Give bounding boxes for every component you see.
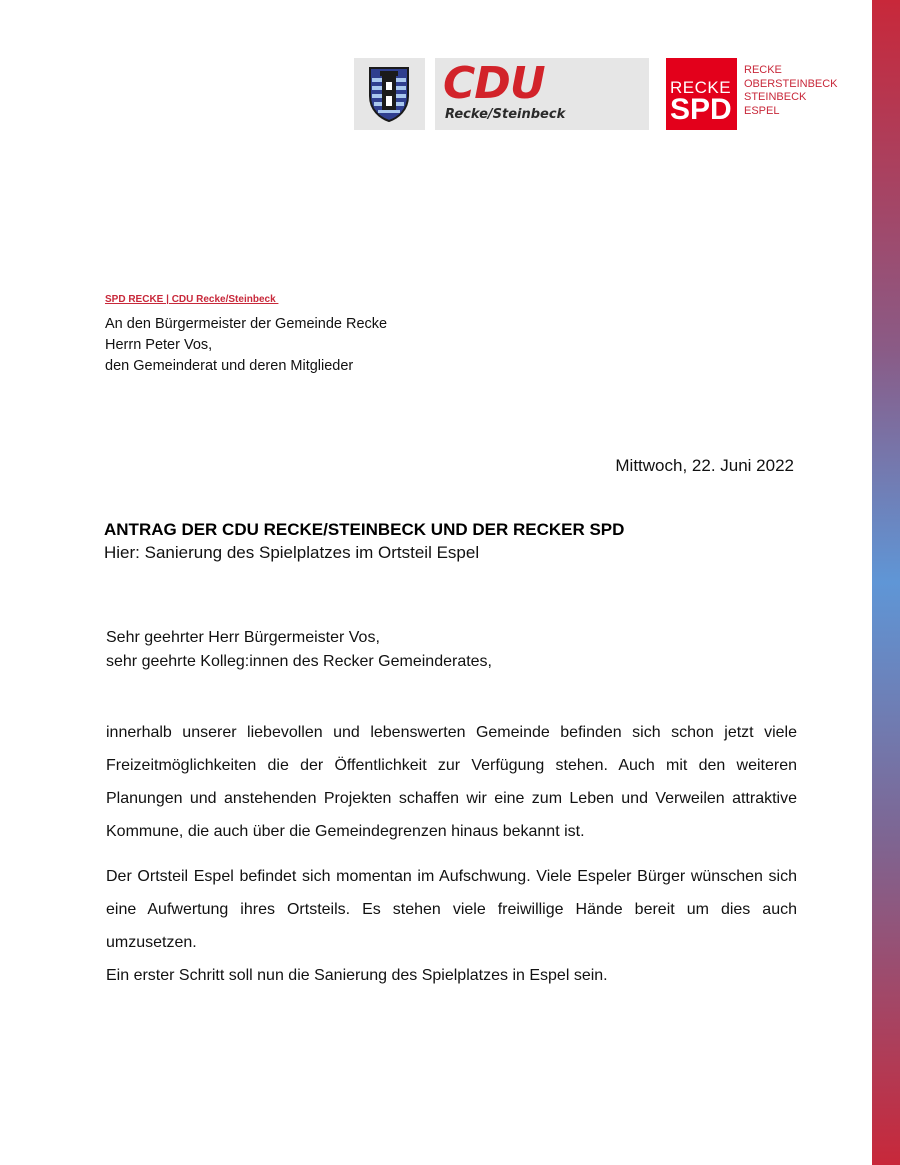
body-paragraph: Der Ortsteil Espel befindet sich momentan im Aufschwung. Viele Espeler Bürger wünschen sich eine Aufwertung ihres Ortsteils. Es stehen viele freiwillige Hände bereit um dies auch umzusetzen. bbox=[106, 868, 797, 951]
spd-wordmark: SPD bbox=[670, 93, 732, 126]
recipient-line: An den Bürgermeister der Gemeinde Recke bbox=[105, 316, 388, 332]
decorative-side-gradient-bar bbox=[872, 0, 900, 1165]
recipient-line: den Gemeinderat und deren Mitglieder bbox=[105, 358, 354, 374]
spd-logo-recke: RECKE bbox=[670, 78, 732, 97]
spd-logo bbox=[666, 58, 737, 130]
salutation bbox=[106, 626, 492, 674]
cdu-logo bbox=[435, 58, 649, 130]
recke-crest-logo bbox=[354, 58, 425, 130]
spd-place: STEINBECK bbox=[744, 91, 807, 103]
cdu-local-label: Recke/Steinbeck bbox=[445, 107, 566, 122]
spd-place: OBERSTEINBECK bbox=[744, 77, 838, 90]
letter-subject: Hier: Sanierung des Spielplatzes im Ortsteil Espel bbox=[104, 543, 480, 562]
spd-place: ESPEL bbox=[744, 104, 780, 117]
body-paragraph: Ein erster Schritt soll nun die Sanierung des Spielplatzes in Espel sein. bbox=[106, 967, 608, 984]
letter-body bbox=[106, 716, 797, 992]
coat-of-arms-icon bbox=[368, 66, 410, 122]
recipient-address bbox=[105, 314, 387, 377]
spd-place-list bbox=[744, 64, 838, 118]
spd-place: RECKE bbox=[744, 64, 782, 76]
recipient-line: Herrn Peter Vos, bbox=[105, 337, 213, 353]
sender-line: SPD RECKE | CDU Recke/Steinbeck bbox=[105, 294, 279, 305]
letter-date: Mittwoch, 22. Juni 2022 bbox=[615, 456, 794, 475]
cdu-wordmark: CDU bbox=[443, 58, 545, 109]
letter-title: ANTRAG DER CDU RECKE/STEINBECK UND DER RECKER SPD bbox=[104, 520, 625, 539]
letterhead-logos bbox=[0, 0, 900, 140]
salutation-line: sehr geehrte Kolleg:innen des Recker Gemeinderates, bbox=[106, 653, 492, 670]
body-paragraph: innerhalb unserer liebevollen und lebenswerten Gemeinde befinden sich schon jetzt viele Freizeitmöglichkeiten die der Öffentlichkeit zur Verfügung stehen. Auch mit den weiteren Planungen und anstehenden Projekten schaffen wir eine zum Leben und Verweilen attraktive Kommune, die auch über die Gemeindegrenzen hinaus bekannt ist. bbox=[106, 724, 797, 840]
salutation-line: Sehr geehrter Herr Bürgermeister Vos, bbox=[106, 629, 380, 646]
